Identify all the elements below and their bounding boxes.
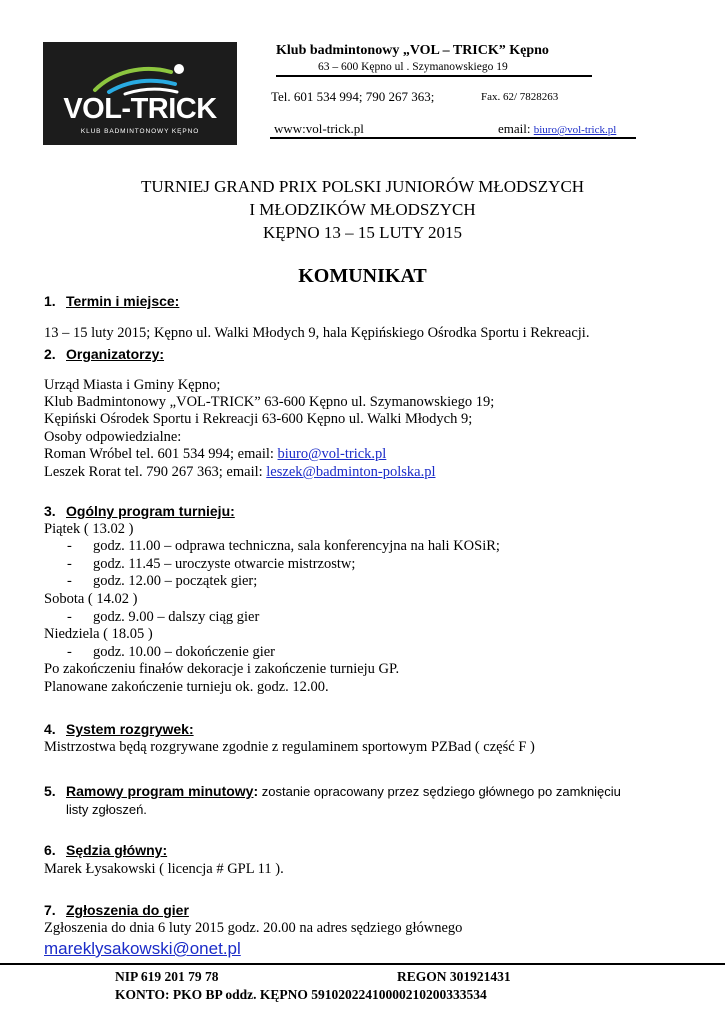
program-item: - godz. 9.00 – dalszy ciąg gier	[67, 609, 260, 625]
logo-subtitle: KLUB BADMINTONOWY KĘPNO	[80, 128, 200, 135]
section-1-heading: 1. Termin i miejsce:	[44, 293, 180, 309]
section-2-heading: 2. Organizatorzy:	[44, 346, 165, 362]
email-label: email: biuro@vol-trick.pl	[498, 121, 617, 136]
title-line-1: TURNIEJ GRAND PRIX POLSKI JUNIORÓW MŁODSZYCH	[140, 177, 585, 196]
program-item: - godz. 11.45 – uroczyste otwarcie mistrzostw;	[67, 556, 356, 572]
section-1-text: 13 – 15 luty 2015; Kępno ul. Walki Młodych 9, hala Kępińskiego Ośrodka Sportu i Rekreacji.	[44, 325, 590, 341]
header-divider-bottom	[270, 137, 636, 139]
section-6-heading: 6. Sędzia główny:	[44, 842, 168, 858]
section-5-text: listy zgłoszeń.	[66, 802, 147, 817]
responsible-1: Roman Wróbel tel. 601 534 994; email: biuro@vol-trick.pl	[44, 446, 387, 462]
section-6-text: Marek Łysakowski ( licencja # GPL 11 ).	[44, 861, 284, 877]
regon-number: REGON 301921431	[397, 969, 511, 984]
section-7-heading: 7. Zgłoszenia do gier	[44, 902, 189, 918]
section-5-heading: 5. Ramowy program minutowy: zostanie opracowany przez sędziego głównego po zamknięciu	[44, 783, 621, 799]
day-friday: Piątek ( 13.02 )	[44, 521, 134, 537]
email-link-biuro[interactable]: biuro@vol-trick.pl	[277, 446, 387, 462]
bank-account: KONTO: PKO BP oddz. KĘPNO 59102022410000210200333534	[115, 987, 487, 1002]
email-link-judge[interactable]: mareklysakowski@onet.pl	[44, 939, 241, 958]
section-7-email	[44, 939, 241, 959]
program-item: - godz. 12.00 – początek gier;	[67, 573, 258, 589]
program-note-1: Po zakończeniu finałów dekoracje i zakończenie turnieju GP.	[44, 661, 400, 677]
club-logo	[43, 42, 237, 145]
program-note-2: Planowane zakończenie turnieju ok. godz. 12.00.	[44, 679, 329, 695]
organizer-3: Kępiński Ośrodek Sportu i Rekreacji 63-600 Kępno ul. Walki Młodych 9;	[44, 411, 473, 427]
website: www:vol-trick.pl	[274, 121, 364, 136]
responsible-label: Osoby odpowiedzialne:	[44, 429, 182, 445]
title-line-2: I MŁODZIKÓW MŁODSZYCH	[249, 200, 476, 219]
header-divider	[276, 75, 592, 77]
day-saturday: Sobota ( 14.02 )	[44, 591, 138, 607]
header-email-link[interactable]: biuro@vol-trick.pl	[533, 124, 617, 136]
club-address: 63 – 600 Kępno ul . Szymanowskiego 19	[318, 61, 508, 73]
program-item: - godz. 10.00 – dokończenie gier	[67, 644, 276, 660]
club-name: Klub badmintonowy „VOL – TRICK” Kępno	[276, 43, 549, 58]
komunikat-heading: KOMUNIKAT	[298, 265, 427, 287]
organizer-2: Klub Badmintonowy „VOL-TRICK” 63-600 Kępno ul. Szymanowskiego 19;	[44, 394, 495, 410]
section-7-text: Zgłoszenia do dnia 6 luty 2015 godz. 20.00 na adres sędziego głównego	[44, 920, 463, 936]
section-4-heading: 4. System rozgrywek:	[44, 721, 194, 737]
section-3-heading: 3. Ogólny program turnieju:	[44, 503, 235, 519]
day-sunday: Niedziela ( 18.05 )	[44, 626, 153, 642]
fax-number: Fax. 62/ 7828263	[481, 91, 559, 103]
program-item: - godz. 11.00 – odprawa techniczna, sala konferencyjna na hali KOSiR;	[67, 538, 500, 554]
title-line-3: KĘPNO 13 – 15 LUTY 2015	[262, 223, 463, 242]
phone-numbers: Tel. 601 534 994; 790 267 363;	[271, 89, 435, 104]
section-4-text: Mistrzostwa będą rozgrywane zgodnie z regulaminem sportowym PZBad ( część F )	[44, 739, 535, 755]
logo-title: VOL-TRICK	[63, 93, 217, 125]
nip-number: NIP 619 201 79 78	[115, 969, 219, 984]
email-link-leszek[interactable]: leszek@badminton-polska.pl	[266, 464, 436, 480]
footer-divider	[0, 963, 725, 965]
organizer-1: Urząd Miasta i Gminy Kępno;	[44, 377, 221, 393]
responsible-2: Leszek Rorat tel. 790 267 363; email: leszek@badminton-polska.pl	[44, 464, 436, 480]
